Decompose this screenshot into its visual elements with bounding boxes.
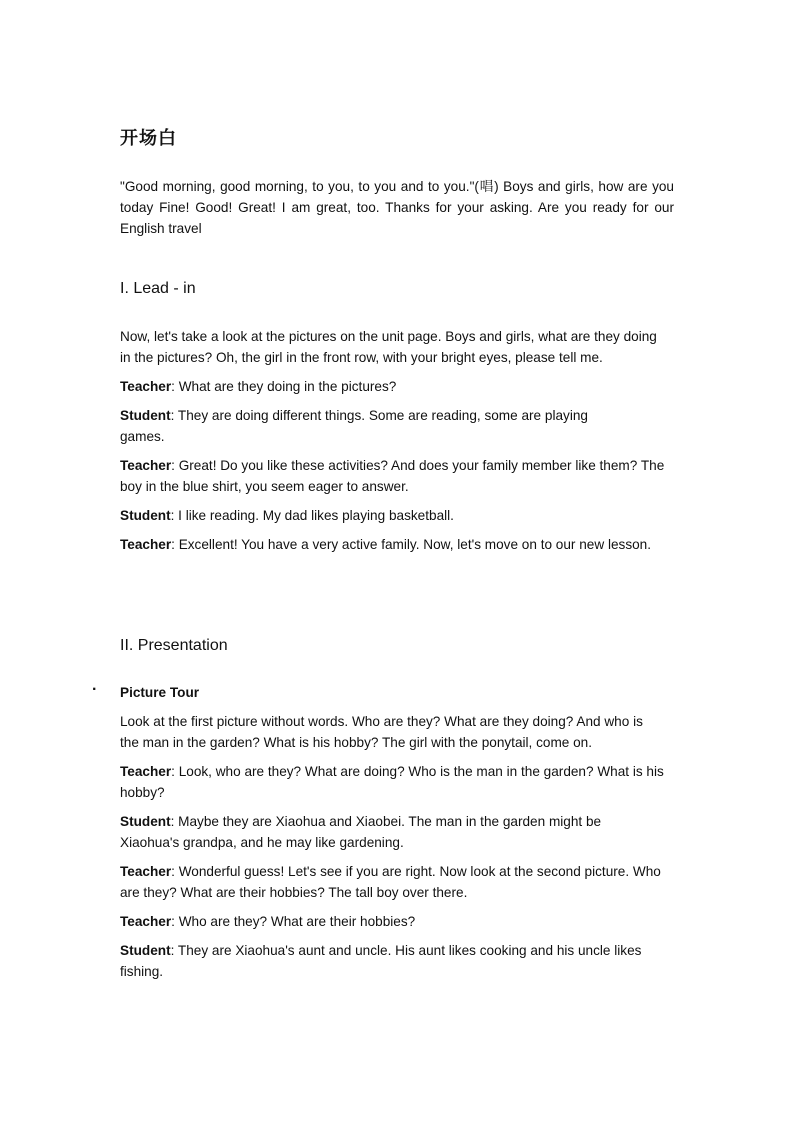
intro-paragraph: "Good morning, good morning, to you, to you and to you."(唱) Boys and girls, how are you today Fine! Good! Great! I am great, too. Thanks for your asking. Are you ready for our English travel xyxy=(120,179,674,236)
lead-in-body xyxy=(120,326,682,563)
dialogue-line xyxy=(120,811,645,853)
dialogue-line xyxy=(120,940,676,982)
speaker-label: Teacher xyxy=(120,864,172,879)
dialogue-text: : They are doing different things. Some are reading, some are playing games. xyxy=(120,408,588,444)
dialogue-text: : Wonderful guess! Let's see if you are right. Now look at the second picture. Who are they? What are their hobbies? The tall boy over there. xyxy=(120,864,661,900)
presentation-body xyxy=(120,711,682,990)
bullet-marker: · xyxy=(92,681,98,698)
section-heading-lead-in: I. Lead - in xyxy=(120,280,196,297)
subheading-text: Picture Tour xyxy=(120,685,200,700)
dialogue-text: : Great! Do you like these activities? And does your family member like them? The boy in the blue shirt, you seem eager to answer. xyxy=(120,458,665,494)
dialogue-text: : I like reading. My dad likes playing basketball. xyxy=(170,508,454,523)
dialogue-line xyxy=(120,405,630,447)
lead-in-paragraph xyxy=(120,326,665,368)
dialogue-line xyxy=(120,911,682,932)
document-title: 开场白 xyxy=(120,128,177,149)
dialogue-line xyxy=(120,861,675,903)
dialogue-text: : Maybe they are Xiaohua and Xiaobei. The man in the garden might be Xiaohua's grandpa, and he may like gardening. xyxy=(120,814,602,850)
dialogue-text: : Excellent! You have a very active family. Now, let's move on to our new lesson. xyxy=(171,537,652,552)
subheading-picture-tour xyxy=(92,681,200,700)
paragraph-text: Now, let's take a look at the pictures on the unit page. Boys and girls, what are they doing in the pictures? Oh, the girl in the front row, with your bright eyes, please tell me. xyxy=(120,329,657,365)
dialogue-line xyxy=(120,455,685,497)
section-heading-presentation: II. Presentation xyxy=(120,637,228,654)
speaker-label: Student xyxy=(120,408,171,423)
speaker-label: Teacher xyxy=(120,537,172,552)
speaker-label: Student xyxy=(120,943,171,958)
paragraph-text: Look at the first picture without words. Who are they? What are they doing? And who is the man in the garden? What is his hobby? The girl with the ponytail, come on. xyxy=(120,714,643,750)
dialogue-line xyxy=(120,376,682,397)
dialogue-line xyxy=(120,761,670,803)
speaker-label: Student xyxy=(120,814,171,829)
dialogue-text: : What are they doing in the pictures? xyxy=(171,379,397,394)
dialogue-text: : Look, who are they? What are doing? Who is the man in the garden? What is his hobby? xyxy=(120,764,664,800)
speaker-label: Teacher xyxy=(120,764,172,779)
dialogue-text: : They are Xiaohua's aunt and uncle. His aunt likes cooking and his uncle likes fishing. xyxy=(120,943,642,979)
presentation-paragraph xyxy=(120,711,660,753)
speaker-label: Teacher xyxy=(120,914,172,929)
speaker-label: Teacher xyxy=(120,458,172,473)
speaker-label: Student xyxy=(120,508,171,523)
dialogue-text: : Who are they? What are their hobbies? xyxy=(171,914,416,929)
speaker-label: Teacher xyxy=(120,379,172,394)
dialogue-line xyxy=(120,505,682,526)
dialogue-line xyxy=(120,534,655,555)
